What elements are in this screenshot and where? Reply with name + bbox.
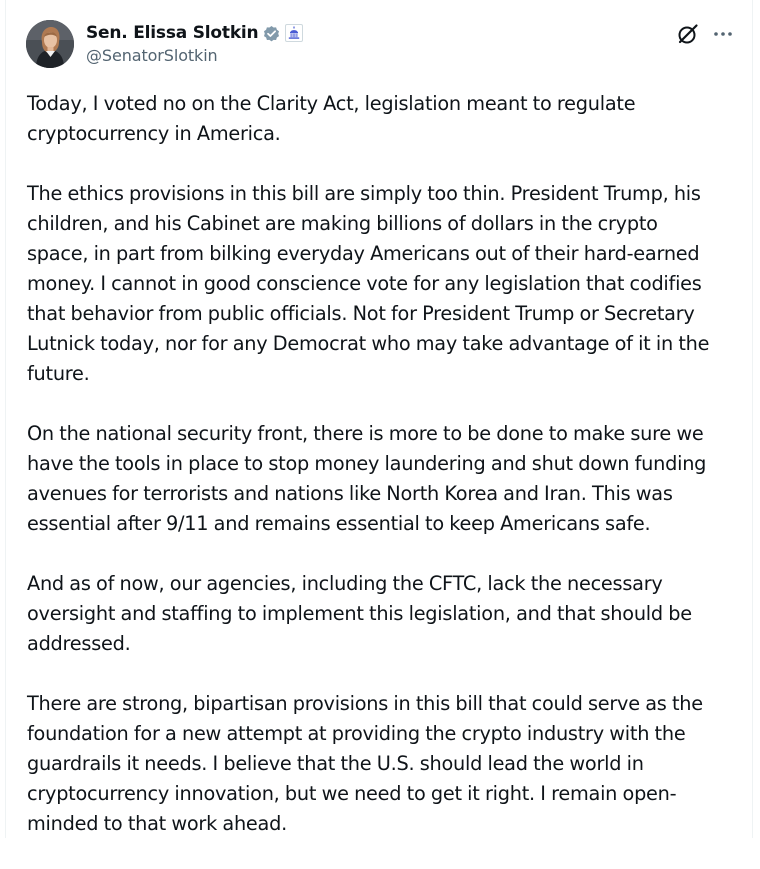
- tweet-paragraph: Today, I voted no on the Clarity Act, legislation meant to regulate cryptocurrency in America.: [27, 92, 636, 145]
- profile-photo: [26, 20, 74, 68]
- tweet-paragraph: And as of now, our agencies, including the CFTC, lack the necessary oversight and staffing to implement this legislation, and that should be addressed.: [27, 572, 692, 655]
- avatar[interactable]: [26, 20, 74, 68]
- tweet-paragraph: The ethics provisions in this bill are simply too thin. President Trump, his children, and his Cabinet are making billions of dollars in the crypto space, in part from bilking everyday Americans out of their hard-earned money. I cannot in good conscience vote for any legislation that codifies that behavior from public officials. Not for President Trump or Secretary Lutnick today, nor for any Democrat who may take advantage of it in the future.: [27, 182, 710, 385]
- verified-badge-icon[interactable]: [262, 24, 281, 43]
- tweet-paragraph: There are strong, bipartisan provisions in this bill that could serve as the foundation for a new attempt at providing the crypto industry with the guardrails it needs. I believe that the U.S. should lead the world in cryptocurrency innovation, but we need to get it right. I remain open- minded to that work ahead.: [27, 692, 703, 835]
- name-row: [86, 21, 303, 45]
- author-handle[interactable]: @SenatorSlotkin: [86, 46, 218, 65]
- author-identity: [86, 21, 303, 65]
- us-capitol-icon[interactable]: [285, 24, 303, 42]
- post-card: [5, 0, 753, 838]
- tweet-paragraph: On the national security front, there is more to be done to make sure we have the tools in place to stop money laundering and shut down funding avenues for terrorists and nations like North Korea and Iran. This was essential after 9/11 and remains essential to keep Americans safe.: [27, 422, 707, 535]
- grok-icon[interactable]: [676, 22, 700, 46]
- tweet-text: [27, 89, 737, 869]
- post-header: [26, 20, 734, 70]
- more-options-icon[interactable]: [711, 22, 735, 46]
- author-display-name[interactable]: Sen. Elissa Slotkin: [86, 23, 259, 43]
